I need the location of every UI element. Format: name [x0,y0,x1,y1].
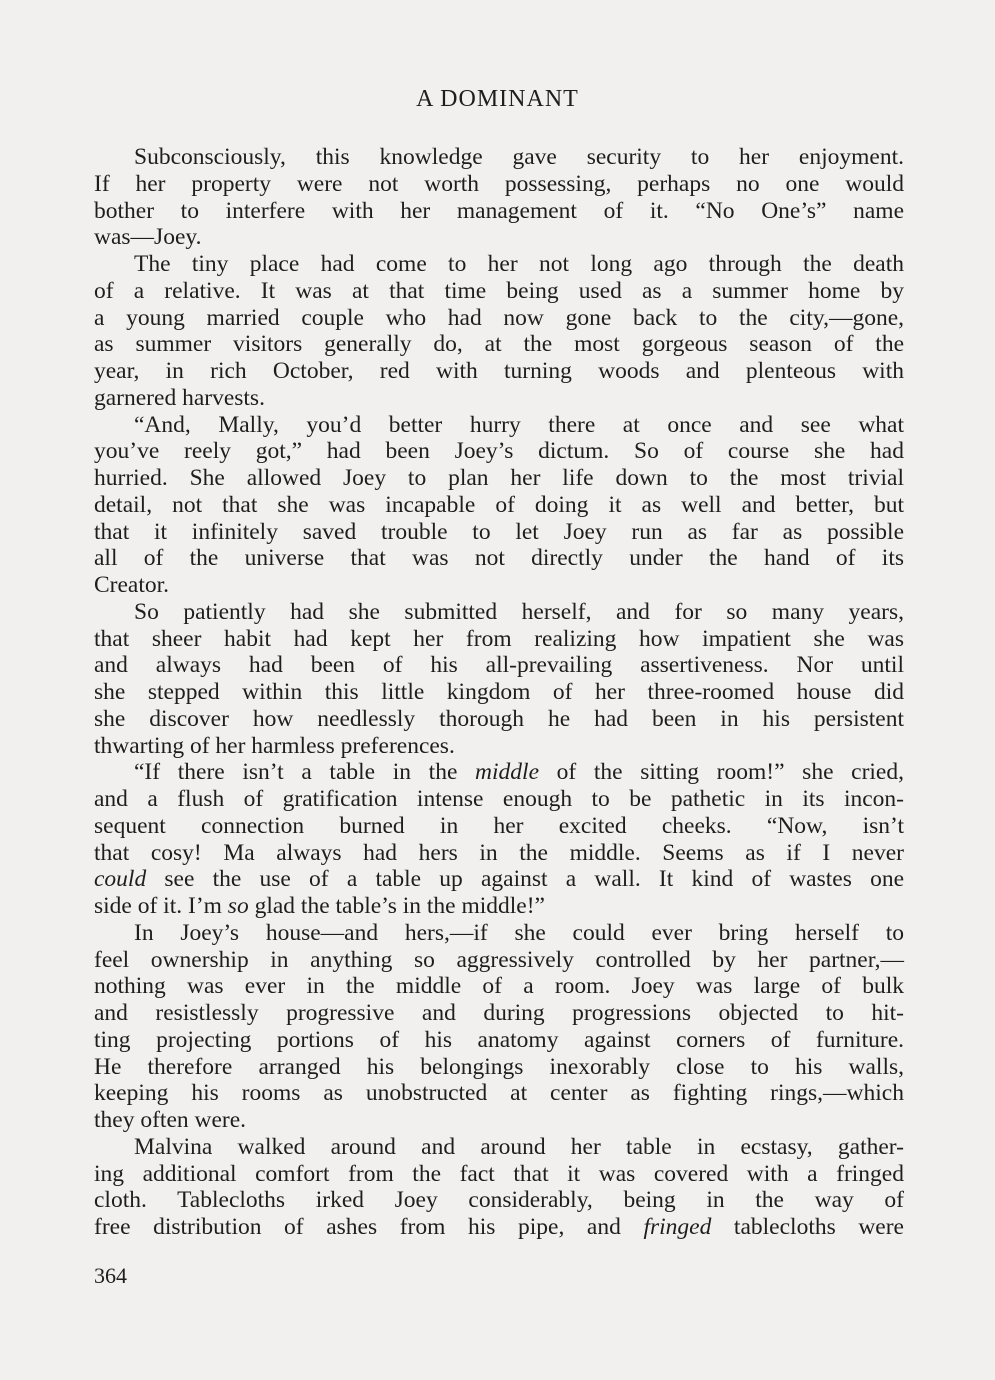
text-line [94,385,904,412]
text-segment: garnered harvests. [94,384,265,411]
text-segment: If her property were not worth possessing, perhaps no one would [94,170,904,197]
text-segment: Malvina walked around and around her table in ecstasy, gather- [134,1133,904,1160]
text-line [94,840,904,867]
text-segment: of a relative. It was at that time being used as a summer home by [94,277,904,304]
text-segment: In Joey’s house—and hers,—if she could ever bring herself to [134,919,904,946]
text-line [94,1000,904,1027]
text-segment: free distribution of ashes from his pipe, and [94,1214,644,1240]
text-line [94,599,904,626]
text-segment: feel ownership in anything so aggressively controlled by her partner,— [94,946,904,973]
text-segment: all of the universe that was not directly under the hand of its [94,545,904,572]
page-number: 364 [94,1263,127,1288]
text-segment: see the use of a table up against a wall. It kind of wastes one [146,866,904,893]
text-segment: glad the table’s in the middle!” [248,893,545,919]
text-segment: of the sitting room!” she cried, [539,759,904,786]
text-line [94,652,904,679]
text-segment: that it infinitely saved trouble to let Joey run as far as possible [94,518,904,545]
text-line [94,1214,904,1241]
text-line [94,1054,904,1081]
text-line [94,171,904,198]
text-line [94,947,904,974]
text-line [94,358,904,385]
text-segment: that sheer habit had kept her from realizing how impatient she was [94,625,904,652]
text-line [94,733,904,760]
text-line [94,519,904,546]
text-segment: a young married couple who had now gone back to the city,—gone, [94,304,904,331]
text-line [94,438,904,465]
text-segment: hurried. She allowed Joey to plan her life down to the most trivial [94,465,904,491]
italic-text: could [94,866,147,893]
text-segment: you’ve reely got,” had been Joey’s dictum. So of course she had [94,438,904,465]
text-segment: “And, Mally, you’d better hurry there at once and see what [134,411,904,438]
text-line [94,706,904,733]
text-segment: detail, not that she was incapable of doing it as well and better, but [94,491,904,518]
text-segment: Subconsciously, this knowledge gave security to her enjoyment. [134,144,904,170]
text-line [94,679,904,706]
text-line [94,545,904,572]
text-segment: Creator. [94,572,170,598]
text-line [94,572,904,599]
text-segment: that cosy! Ma always had hers in the middle. Seems as if I never [94,839,904,866]
text-line [94,786,904,813]
text-line [94,893,904,920]
text-line [94,866,904,893]
text-line [94,224,904,251]
text-segment: she stepped within this little kingdom of her three-roomed house did [94,679,904,705]
text-line [94,492,904,519]
text-line [94,973,904,1000]
text-line [94,198,904,225]
text-segment: tablecloths were [711,1214,904,1240]
text-segment: ing additional comfort from the fact that it was covered with a fringed [94,1160,904,1187]
text-segment: So patiently had she submitted herself, and for so many years, [134,598,904,625]
text-segment: and always had been of his all-prevailing assertiveness. Nor until [94,652,904,679]
text-line [94,1080,904,1107]
text-segment: thwarting of her harmless preferences. [94,732,455,759]
text-segment: nothing was ever in the middle of a room. Joey was large of bulk [94,973,904,1000]
text-line [94,251,904,278]
text-segment: bother to interfere with her management of it. “No One’s” name [94,197,904,224]
italic-text: so [227,893,249,919]
text-segment: “If there isn’t a table in the [134,759,476,786]
text-line [94,278,904,305]
text-segment: The tiny place had come to her not long ago through the death [134,251,904,277]
body-text [94,144,904,1241]
text-line [94,1027,904,1054]
italic-text: fringed [643,1214,712,1240]
text-segment: keeping his rooms as unobstructed at center as fighting rings,—which [94,1080,904,1107]
text-line [94,305,904,332]
text-line [94,465,904,492]
text-segment: year, in rich October, red with turning woods and plenteous with [94,358,904,384]
text-segment: was—Joey. [94,224,202,251]
text-line [94,331,904,358]
italic-text: middle [475,759,540,786]
text-line [94,813,904,840]
text-segment: and resistlessly progressive and during progressions objected to hit- [94,1000,904,1026]
text-line [94,1161,904,1188]
text-line [94,1134,904,1161]
text-segment: ting projecting portions of his anatomy against corners of furniture. [94,1026,904,1053]
text-line [94,759,904,786]
text-segment: she discover how needlessly thorough he had been in his persistent [94,705,904,732]
text-line [94,626,904,653]
text-line [94,412,904,439]
text-segment: cloth. Tablecloths irked Joey considerably, being in the way of [94,1187,904,1214]
text-segment: sequent connection burned in her excited cheeks. “Now, isn’t [94,812,904,839]
text-segment: and a flush of gratification intense enough to be pathetic in its incon- [94,786,904,812]
text-segment: side of it. I’m [94,893,228,919]
text-segment: as summer visitors generally do, at the most gorgeous season of the [94,331,904,358]
running-head: A DOMINANT [416,86,579,112]
text-line [94,920,904,947]
text-line [94,144,904,171]
text-segment: He therefore arranged his belongings inexorably close to his walls, [94,1053,904,1080]
text-line [94,1107,904,1134]
text-segment: they often were. [94,1107,247,1133]
text-line [94,1187,904,1214]
